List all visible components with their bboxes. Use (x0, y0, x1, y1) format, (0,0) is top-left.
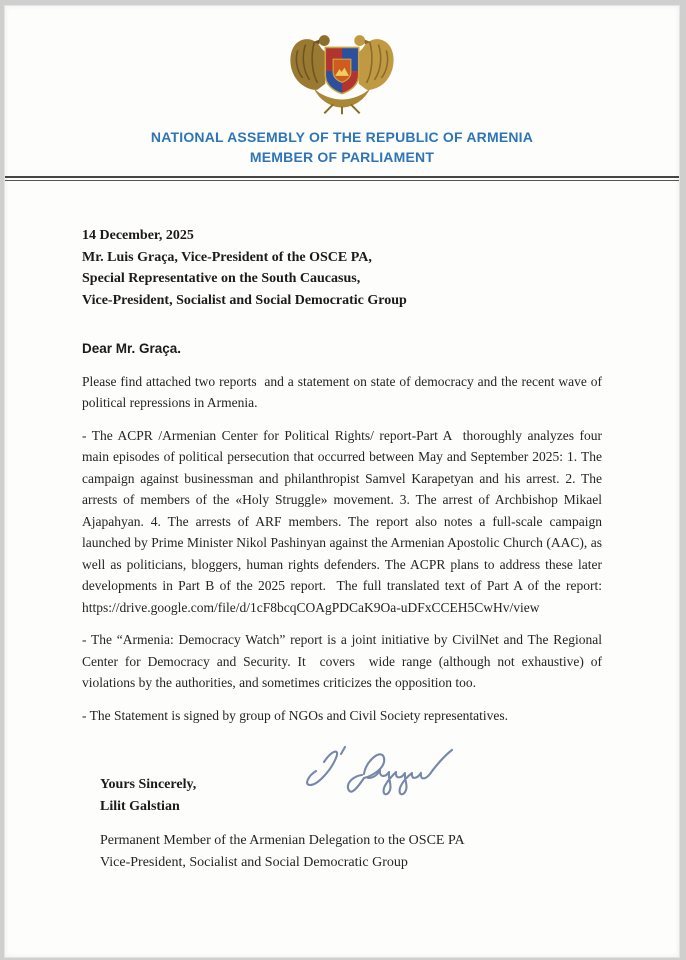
recipient-line-1: Mr. Luis Graça, Vice-President of the OSCE PA, (82, 249, 372, 265)
signer-title-1: Permanent Member of the Armenian Delegation to the OSCE PA (100, 833, 465, 848)
paragraph-democracy-watch: - The “Armenia: Democracy Watch” report is a joint initiative by CivilNet and The Regional Center for Democracy and Security. It covers wide range (although not exhaustive) of violations by the authorities, and sometimes criticizes the opposition too. (82, 632, 606, 690)
handwritten-signature-icon (294, 740, 469, 808)
letterhead-line-2: MEMBER OF PARLIAMENT (249, 149, 435, 165)
paragraph-intro: Please find attached two reports and a statement on state of democracy and the recent wave of political repressions in Armenia. (82, 373, 606, 410)
paragraph-statement: - The Statement is signed by group of NGOs and Civil Society representatives. (82, 707, 509, 723)
signer-title-2: Vice-President, Socialist and Social Democratic Group (100, 854, 408, 870)
recipient-line-3: Vice-President, Socialist and Social Democratic Group (82, 292, 407, 308)
letterhead (5, 6, 679, 167)
salutation: Dear Mr. Graça. (82, 341, 182, 356)
date-and-recipient-block (82, 225, 602, 311)
letter-page (4, 5, 680, 958)
letter-body (82, 225, 606, 873)
recipient-line-2: Special Representative on the South Caucasus, (82, 271, 361, 286)
closing-block (82, 774, 602, 873)
signer-name: Lilit Galstian (100, 798, 180, 814)
letterhead-line-1: NATIONAL ASSEMBLY OF THE REPUBLIC OF ARMENIA (150, 129, 534, 145)
valediction: Yours Sincerely, (100, 777, 197, 792)
date-line: 14 December, 2025 (82, 228, 194, 243)
armenia-coat-of-arms-icon (284, 28, 400, 116)
letterhead-divider (5, 176, 679, 181)
paragraph-acpr-report: - The ACPR /Armenian Center for Political Rights/ report-Part A thoroughly analyzes four main episodes of political persecution that occurred between May and September 2025: 1. The campaign against businessman and philanthropist Samvel Karapetyan and his arrest. 2. The arrests of members of the «Holy Struggle» movement. 3. The arrest of Archbishop Mikael Ajapahyan. 4. The arrests of ARF members. The report also notes a full-scale campaign launched by Prime Minister Nikol Pashinyan against the Armenian Apostolic Church (AAC), as well as politicians, bloggers, human rights defenders. The ACPR plans to address these later developments in Part B of the 2025 report. The full translated text of Part A of the report: https://drive.google.com/file/d/1cF8bcqCOAgPDCaK9Oa-uDFxCCEH5CwHv/view (82, 427, 606, 615)
